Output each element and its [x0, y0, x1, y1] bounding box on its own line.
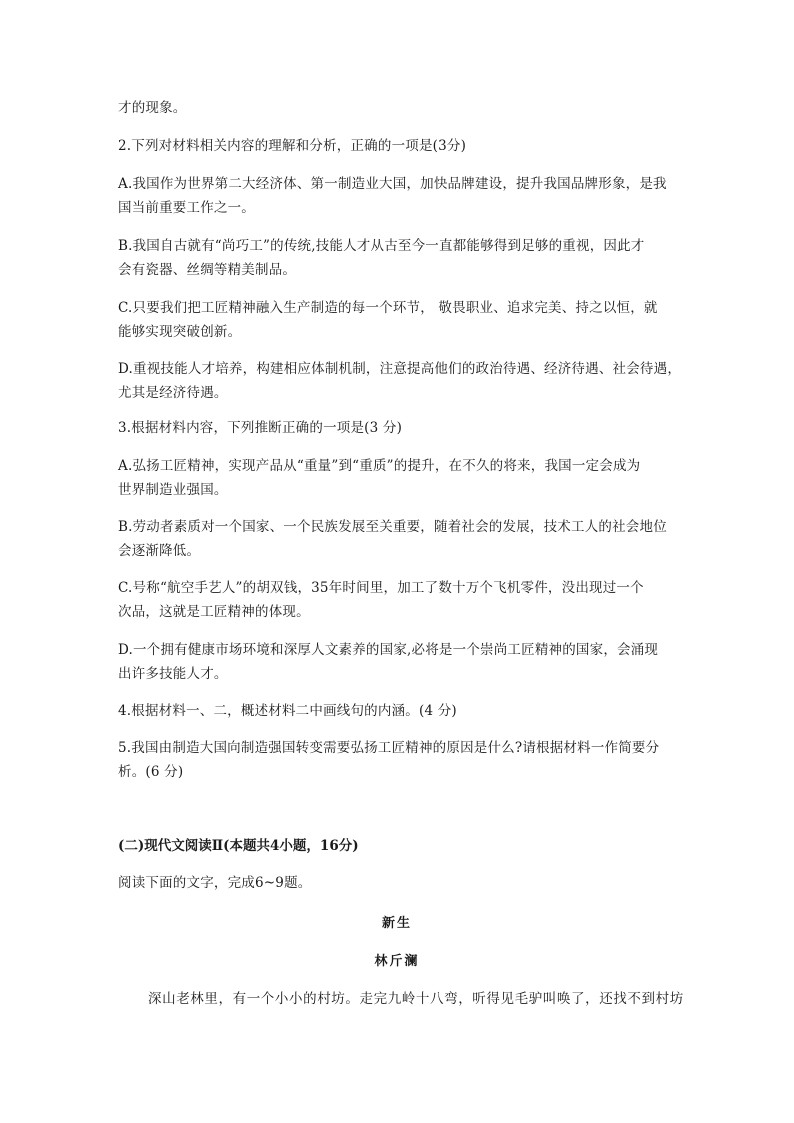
- question-3-option-a-cont: 世界制造业强国。: [118, 482, 228, 498]
- story-paragraph: 深山老林里，有一个小小的村坊。走完九岭十八弯，听得见毛驴叫唤了，还找不到村坊: [148, 991, 684, 1007]
- question-5: 5.我国由制造大国向制造强国转变需要弘扬工匠精神的原因是什么?请根据材料一作简要分: [118, 740, 660, 756]
- story-title: 新生: [381, 916, 412, 931]
- question-2-option-d: D.重视技能人才培养，构建相应体制机制，注意提高他们的政治待遇、经济待遇、社会待遇，: [118, 361, 682, 377]
- question-2-option-b: B.我国自古就有“尚巧工”的传统,技能人才从古至今一直都能够得到足够的重视，因此才: [118, 238, 645, 254]
- question-5-cont: 析。(6 分): [118, 764, 184, 780]
- question-2-option-a: A.我国作为世界第二大经济体、第一制造业大国，加快品牌建设，提升我国品牌形象，是我: [118, 176, 667, 192]
- question-3-option-c: C.号称“航空手艺人”的胡双钱，35年时间里，加工了数十万个飞机零件，没出现过一个: [118, 580, 644, 596]
- question-3-option-d: D.一个拥有健康市场环境和深厚人文素养的国家,必将是一个崇尚工匠精神的国家，会涌现: [118, 642, 659, 658]
- question-2-option-c: C.只要我们把工匠精神融入生产制造的每一个环节， 敬畏职业、追求完美、持之以恒，就: [118, 300, 658, 316]
- text-line: 才的现象。: [118, 100, 187, 116]
- question-2-option-c-cont: 能够实现突破创新。: [118, 324, 242, 340]
- question-3-option-d-cont: 出许多技能人才。: [118, 666, 228, 682]
- story-author: 林斤澜: [374, 954, 420, 969]
- question-3-stem: 3.根据材料内容，下列推断正确的一项是(3 分): [118, 420, 403, 436]
- question-3-option-b: B.劳动者素质对一个国家、一个民族发展至关重要，随着社会的发展，技术工人的社会地位: [118, 519, 667, 535]
- question-2-stem: 2.下列对材料相关内容的理解和分析，正确的一项是(3分): [118, 138, 467, 154]
- question-3-option-a: A.弘扬工匠精神，实现产品从“重量”到“重质”的提升，在不久的将来，我国一定会成为: [118, 458, 641, 474]
- section-instruction: 阅读下面的文字，完成6~9题。: [118, 875, 312, 891]
- question-2-option-a-cont: 国当前重要工作之一。: [118, 200, 255, 216]
- question-2-option-d-cont: 尤其是经济待遇。: [118, 385, 228, 401]
- question-3-option-b-cont: 会逐渐降低。: [118, 543, 201, 559]
- question-3-option-c-cont: 次品，这就是工匠精神的体现。: [118, 604, 310, 620]
- section-heading: (二)现代文阅读Ⅱ(本题共4小题，16分): [118, 838, 359, 854]
- question-2-option-b-cont: 会有瓷器、丝绸等精美制品。: [118, 262, 297, 278]
- question-4: 4.根据材料一、二，概述材料二中画线句的内涵。(4 分): [118, 703, 457, 719]
